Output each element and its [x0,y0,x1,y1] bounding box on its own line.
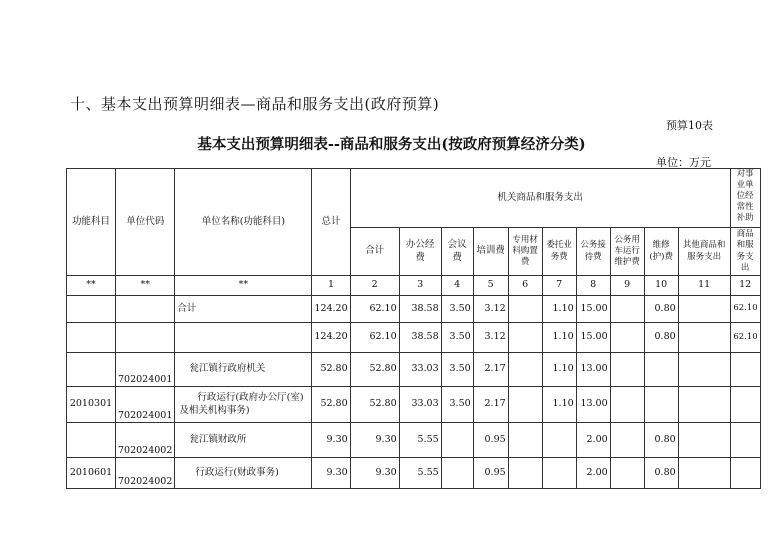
total-cell: 9.30 [312,458,350,489]
index-cell: 10 [644,276,678,296]
table-row [67,387,761,423]
materials-cell [508,296,542,323]
meeting-cell: 3.50 [441,387,473,423]
training-cell: 2.17 [473,353,508,387]
office-cell: 33.03 [399,387,441,423]
name-cell: 瓮江镇财政所 [175,423,312,458]
office-cell: 33.03 [399,353,441,387]
index-cell: 11 [678,276,730,296]
reception-cell: 13.00 [576,387,610,423]
subsidy-cell [730,387,760,423]
reception-cell: 15.00 [576,323,610,353]
subsidy-cell [730,423,760,458]
header-unit-code: 单位代码 [116,169,175,276]
func-cell [67,353,116,387]
func-cell: 2010601 [67,458,116,489]
index-cell: ** [175,276,312,296]
subtotal-cell: 9.30 [350,423,399,458]
maintenance-cell: 0.80 [644,458,678,489]
meeting-cell [441,458,473,489]
index-cell: 9 [610,276,644,296]
maintenance-cell: 0.80 [644,423,678,458]
maintenance-cell [644,353,678,387]
vehicle-cell [610,296,644,323]
subtotal-cell: 52.80 [350,353,399,387]
reception-cell: 15.00 [576,296,610,323]
budget-table [66,168,761,489]
unit-label: 单位：万元 [656,156,711,169]
header-entrusted: 委托业务费 [542,228,576,276]
training-cell: 3.12 [473,323,508,353]
header-vehicle: 公务用车运行维护费 [610,228,644,276]
maintenance-cell: 0.80 [644,296,678,323]
materials-cell [508,353,542,387]
training-cell: 0.95 [473,458,508,489]
total-cell: 52.80 [312,387,350,423]
entrusted-cell: 1.10 [542,323,576,353]
materials-cell [508,323,542,353]
subsidy-cell: 62.10 [730,323,760,353]
total-cell: 124.20 [312,323,350,353]
index-cell: 6 [508,276,542,296]
training-cell: 3.12 [473,296,508,323]
entrusted-cell [542,423,576,458]
other-cell [678,296,730,323]
func-cell [67,423,116,458]
training-cell: 2.17 [473,387,508,423]
name-cell: 行政运行(政府办公厅(室)及相关机构事务) [175,387,312,423]
subtotal-cell: 52.80 [350,387,399,423]
maintenance-cell [644,387,678,423]
code-cell: 702024001 [116,387,175,423]
func-cell: 2010301 [67,387,116,423]
other-cell [678,353,730,387]
office-cell: 5.55 [399,458,441,489]
index-cell: 12 [730,276,760,296]
table-title: 基本支出预算明细表--商品和服务支出(按政府预算经济分类) [197,136,586,153]
name-cell: 行政运行(财政事务) [175,458,312,489]
func-cell [67,296,116,323]
index-cell: 5 [473,276,508,296]
code-cell: 702024002 [116,423,175,458]
header-office: 办公经费 [399,228,441,276]
index-cell: ** [67,276,116,296]
table-row [67,423,761,458]
subsidy-cell [730,458,760,489]
subsidy-cell: 62.10 [730,296,760,323]
header-other: 其他商品和服务支出 [678,228,730,276]
name-cell: 合计 [175,296,312,323]
entrusted-cell: 1.10 [542,296,576,323]
vehicle-cell [610,423,644,458]
office-cell: 5.55 [399,423,441,458]
vehicle-cell [610,387,644,423]
name-cell: 瓮江镇行政府机关 [175,353,312,387]
maintenance-cell: 0.80 [644,323,678,353]
name-cell [175,323,312,353]
meeting-cell: 3.50 [441,296,473,323]
entrusted-cell: 1.10 [542,353,576,387]
vehicle-cell [610,458,644,489]
header-reception: 公务接待费 [576,228,610,276]
materials-cell [508,458,542,489]
index-cell: 4 [441,276,473,296]
table-row [67,296,761,323]
reception-cell: 2.00 [576,423,610,458]
other-cell [678,458,730,489]
total-cell: 124.20 [312,296,350,323]
index-cell: 8 [576,276,610,296]
code-cell: 702024002 [116,458,175,489]
header-unit-name: 单位名称(功能科目) [175,169,312,276]
vehicle-cell [610,323,644,353]
subsidy-cell [730,353,760,387]
index-cell: 7 [542,276,576,296]
header-func-subject: 功能科目 [67,169,116,276]
reception-cell: 2.00 [576,458,610,489]
vehicle-cell [610,353,644,387]
header-materials: 专用材料购置费 [508,228,542,276]
other-cell [678,323,730,353]
code-cell [116,296,175,323]
index-cell: 2 [350,276,399,296]
subtotal-cell: 62.10 [350,323,399,353]
table-row [67,323,761,353]
entrusted-cell [542,458,576,489]
header-sub-goods: 商品和服务支出 [730,228,760,276]
training-cell: 0.95 [473,423,508,458]
header-group: 机关商品和服务支出 [350,169,730,228]
materials-cell [508,423,542,458]
total-cell: 52.80 [312,353,350,387]
header-maintenance: 维修(护)费 [644,228,678,276]
office-cell: 38.58 [399,296,441,323]
office-cell: 38.58 [399,323,441,353]
index-cell: ** [116,276,175,296]
index-cell: 3 [399,276,441,296]
header-meeting: 会议费 [441,228,473,276]
header-total: 总计 [312,169,350,276]
other-cell [678,387,730,423]
materials-cell [508,387,542,423]
header-row-top [67,169,761,228]
header-subsidy: 对事业单位经常性补助 [730,169,760,228]
entrusted-cell: 1.10 [542,387,576,423]
func-cell [67,323,116,353]
meeting-cell: 3.50 [441,323,473,353]
reception-cell: 13.00 [576,353,610,387]
meeting-cell: 3.50 [441,353,473,387]
header-training: 培训费 [473,228,508,276]
total-cell: 9.30 [312,423,350,458]
code-cell: 702024001 [116,353,175,387]
subtotal-cell: 9.30 [350,458,399,489]
subtotal-cell: 62.10 [350,296,399,323]
header-subtotal: 合计 [350,228,399,276]
code-cell [116,323,175,353]
table-row [67,458,761,489]
page-heading: 十、基本支出预算明细表—商品和服务支出(政府预算) [70,95,440,113]
table-number: 预算10表 [666,119,713,132]
index-cell: 1 [312,276,350,296]
other-cell [678,423,730,458]
meeting-cell [441,423,473,458]
table-row [67,353,761,387]
index-row [67,276,761,296]
